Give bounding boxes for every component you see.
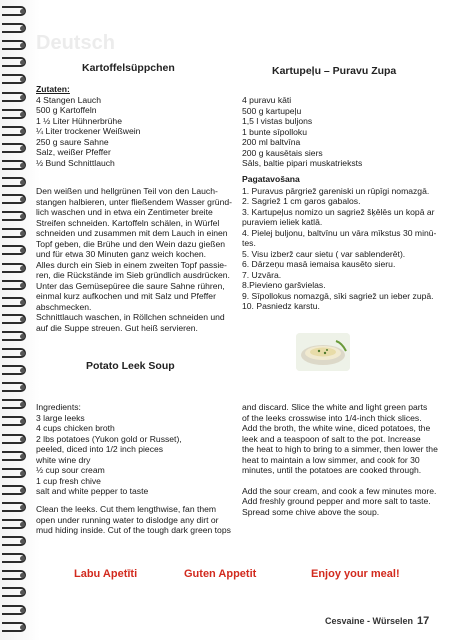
spiral-ring (2, 126, 26, 136)
method-line: schneiden und zusammen mit dem Lauch in einen (36, 228, 228, 238)
greeting-english: Enjoy your meal! (311, 568, 400, 580)
method-line: Den weißen und hellgrünen Teil von den Lauch- (36, 186, 218, 196)
spiral-ring (2, 468, 26, 478)
step-line: 3. Kartupeļus nomizo un sagriež šķēlēs un kopā ar (242, 206, 435, 217)
ingredient-line: white wine dry (36, 454, 91, 465)
german-method (36, 186, 234, 333)
page-number: 17 (417, 615, 430, 627)
ingredient-line: 1,5 l vistas buljons (242, 116, 313, 126)
method-line: ren, die Rückstände im Sieb gründlich ausdrücken. (36, 270, 230, 280)
step-line: 2. Sagriež 1 cm garos gabalos. (242, 196, 361, 206)
step-line: puraviem ieliek katlā. (242, 217, 323, 227)
english-title: Potato Leek Soup (86, 360, 175, 372)
english-method-right (242, 402, 447, 517)
method-line: leek and a teaspoon of salt to the pot. Increase (242, 433, 421, 444)
spiral-ring (2, 40, 26, 50)
spiral-ring (2, 553, 26, 563)
method-line: open under running water to dislodge any dirt or (36, 514, 219, 525)
latvian-ingredients (242, 95, 442, 169)
spiral-ring (2, 194, 26, 204)
method-line: und für etwa 30 Minuten ganz weich kochen. (36, 249, 207, 259)
method-line: auf die Suppe streuen. Gut heiß servieren. (36, 322, 198, 333)
greeting-german: Guten Appetit (184, 568, 257, 580)
page-footer (325, 615, 429, 627)
spiral-binding (0, 0, 30, 640)
latvian-method-heading: Pagatavošana (242, 174, 300, 184)
ingredient-line: ½ Bund Schnittlauch (36, 157, 115, 168)
ingredient-line: 500 g kartupeļu (242, 105, 302, 116)
faded-header: Deutsch (36, 32, 115, 54)
soup-bowl-photo (296, 333, 350, 371)
ingredient-line: peeled, diced into 1/2 inch pieces (36, 444, 164, 454)
spiral-ring (2, 314, 26, 324)
german-title: Kartoffelsüppchen (82, 62, 175, 74)
ingredient-line: Salz, weißer Pfeffer (36, 147, 111, 157)
ingredient-line: 3 large leeks (36, 412, 85, 423)
spiral-ring (2, 348, 26, 358)
spiral-ring (2, 570, 26, 580)
step-line: 7. Uzvāra. (242, 269, 282, 280)
spiral-ring (2, 92, 26, 102)
spiral-ring (2, 399, 26, 409)
ingredient-line: 1 cup fresh chive (36, 475, 101, 486)
spiral-ring (2, 502, 26, 512)
spiral-ring (2, 382, 26, 392)
spiral-ring (2, 297, 26, 307)
spiral-ring (2, 280, 26, 290)
spiral-ring (2, 365, 26, 375)
english-ingredients-heading: Ingredients: (36, 402, 81, 412)
spiral-ring (2, 74, 26, 84)
step-line: 1. Puravus pārgriež gareniski un rūpīgi nomazgā. (242, 185, 430, 196)
method-line: and discard. Slice the white and light green parts (242, 402, 428, 412)
step-line: 5. Visu izberž caur sietu ( var sablenderēt). (242, 248, 406, 259)
spiral-ring (2, 587, 26, 597)
method-line: Clean the leeks. Cut them lengthwise, fan them (36, 504, 217, 514)
ingredient-line: salt and white pepper to taste (36, 486, 149, 496)
ingredient-line: 250 g saure Sahne (36, 136, 109, 147)
step-line: 6. Dārzeņu masā iemaisa kausēto sieru. (242, 259, 396, 269)
spiral-ring (2, 416, 26, 426)
method-line: of the leeks crosswise into 1/4-inch thick slices. (242, 412, 422, 423)
method-line: minutes, until the potatoes are cooked through. (242, 465, 422, 475)
spiral-ring (2, 434, 26, 444)
method-line: Unter das Gemüsepüree die saure Sahne rühren, (36, 280, 225, 291)
method-line: einmal kurz aufkochen und mit Salz und Pfeffer (36, 291, 216, 301)
method-line: abschmecken. (36, 301, 92, 312)
footer-text: Cesvaine - Würselen (325, 616, 414, 626)
spiral-ring (2, 177, 26, 187)
german-ingredients-heading: Zutaten: (36, 84, 70, 94)
step-line: 4. Pielej buljonu, baltvīnu un vāra mīkstus 30 minū- (242, 227, 437, 238)
spiral-ring (2, 331, 26, 341)
spiral-ring (2, 605, 26, 615)
step-line: tes. (242, 238, 256, 248)
spiral-ring (2, 143, 26, 153)
ingredient-line: 200 ml baltvīna (242, 137, 301, 147)
step-line: 8.Pievieno garšvielas. (242, 280, 326, 290)
spiral-ring (2, 451, 26, 461)
method-line: Schnittlauch waschen, in Röllchen schneiden und (36, 312, 225, 322)
spiral-ring (2, 519, 26, 529)
english-ingredients (36, 402, 236, 497)
ingredient-line: 4 cups chicken broth (36, 423, 115, 433)
latvian-method (242, 174, 442, 312)
spiral-ring (2, 245, 26, 255)
ingredient-line: 200 g kausētais siers (242, 147, 323, 158)
ingredient-line: ½ cup sour cream (36, 465, 105, 475)
method-line: Alles durch ein Sieb in einem zweiten Topf passie- (36, 259, 227, 270)
english-method-left (36, 504, 236, 536)
ingredient-line: 4 Stangen Lauch (36, 94, 101, 105)
method-line: Add the broth, the white wine, diced potatoes, the (242, 423, 431, 433)
method-line: stangen halbieren, unter fließendem Wasser gründ- (36, 196, 233, 207)
spiral-ring (2, 211, 26, 221)
ingredient-line: Sāls, baltie pipari muskatrieksts (242, 158, 363, 168)
spiral-ring (2, 23, 26, 33)
german-ingredients (36, 84, 231, 168)
ingredient-line: 2 lbs potatoes (Yukon gold or Russet), (36, 433, 182, 444)
greeting-latvian: Labu Apetīti (74, 568, 138, 580)
spiral-ring (2, 160, 26, 170)
method-line: lich waschen und in etwa ein Zentimeter breite (36, 207, 213, 217)
ingredient-line: 500 g Kartoffeln (36, 105, 97, 115)
method-line: Add the sour cream, and cook a few minutes more. (242, 485, 437, 496)
latvian-title: Kartupeļu – Puravu Zupa (272, 65, 397, 77)
spiral-ring (2, 263, 26, 273)
method-line: Add freshly ground pepper and more salt to taste. (242, 496, 431, 506)
spiral-ring (2, 109, 26, 119)
ingredient-line: 1 ½ Liter Hühnerbrühe (36, 115, 122, 126)
spiral-ring (2, 485, 26, 495)
step-line: 10. Pasniedz karstu. (242, 301, 320, 311)
spiral-ring (2, 6, 26, 16)
method-line: Streifen schneiden. Kartoffeln schälen, in Würfel (36, 217, 220, 228)
ingredient-line: 1 bunte sīpolloku (242, 126, 307, 137)
spiral-ring (2, 228, 26, 238)
spiral-ring (2, 622, 26, 632)
spiral-ring (2, 536, 26, 546)
method-line: Topf geben, die Brühe und den Wein dazu gießen (36, 238, 226, 249)
ingredient-line: 4 puravu kāti (242, 95, 292, 105)
method-line: Spread some chive above the soup. (242, 506, 380, 517)
spiral-ring (2, 57, 26, 67)
method-line: heat to maintain a low simmer, and cook for 30 (242, 454, 420, 465)
step-line: 9. Sīpollokus nomazgā, sīki sagriež un ieber zupā. (242, 290, 434, 301)
method-line: the heat to high to bring to a simmer, then lower the (242, 444, 438, 454)
ingredient-line: ¼ Liter trockener Weißwein (36, 126, 141, 136)
method-line: mud hiding inside. Cut of the tough dark green tops (36, 525, 231, 535)
